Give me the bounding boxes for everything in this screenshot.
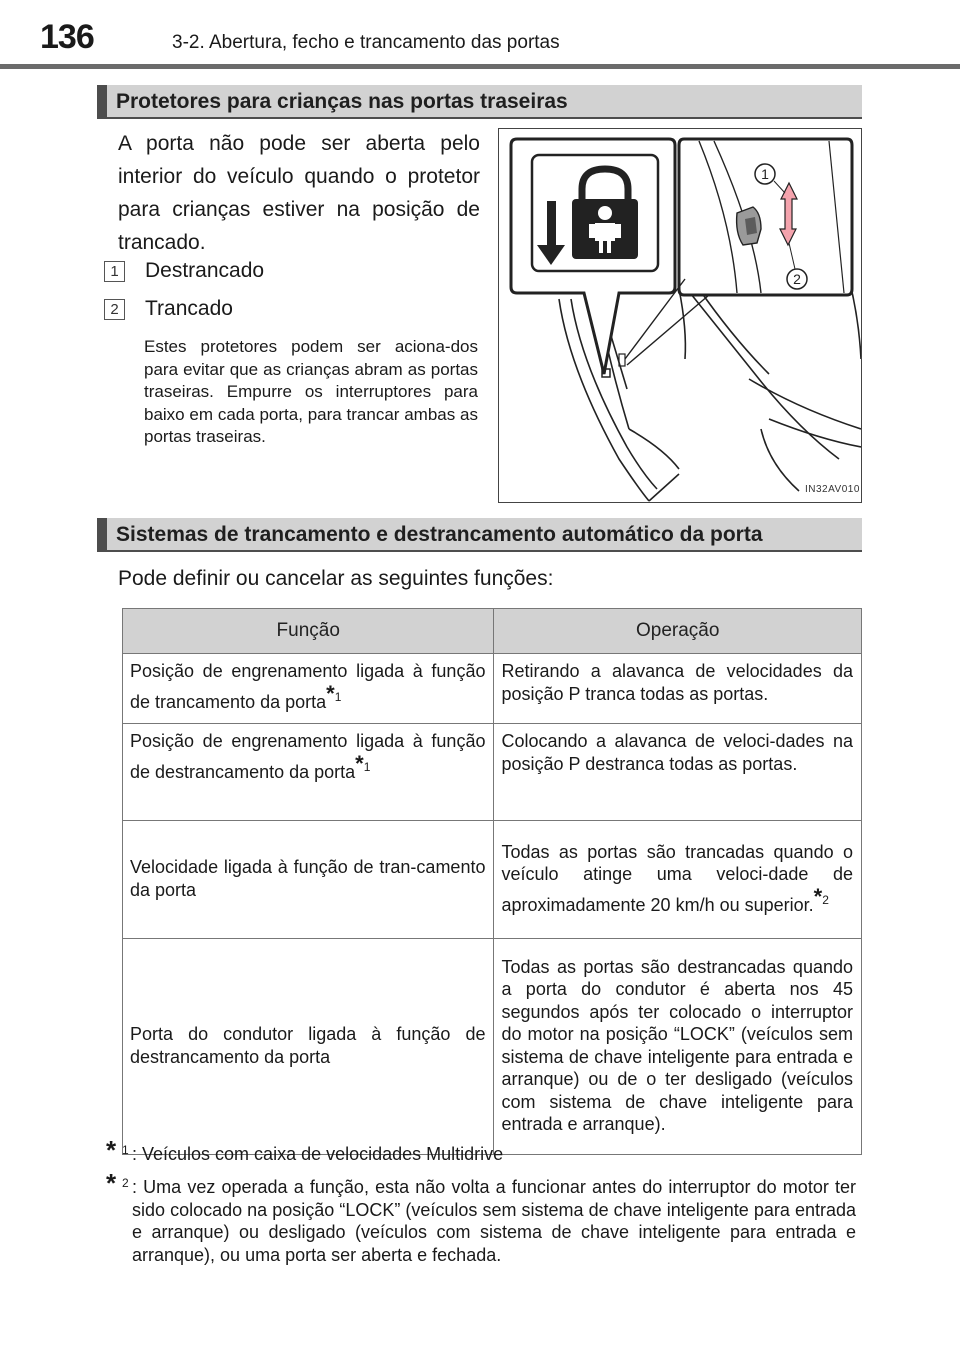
table-row (123, 939, 862, 1155)
number-badge: 1 (104, 261, 125, 282)
note-paragraph: Estes protetores podem ser aciona-dos para evitar que as crianças abram as portas traseiras. Empurre os interruptores para baixo em cada porta, para trancar ambas as portas traseiras. (144, 337, 478, 447)
table-row (123, 654, 862, 724)
footnote-mark: * (106, 1168, 117, 1198)
function-text: Velocidade ligada à função de tran-camento da porta (130, 857, 486, 900)
intro-paragraph: A porta não pode ser aberta pelo interior do veículo quando o protetor para crianças estiver na posição de trancado. (118, 132, 480, 254)
function-cell (123, 724, 494, 821)
table-row (123, 821, 862, 939)
header-function: Função (123, 609, 494, 654)
operation-text: Colocando a alavanca de veloci-dades na posição P destranca todas as portas. (501, 731, 853, 774)
operation-cell (494, 939, 862, 1155)
page-number: 136 (40, 18, 94, 56)
operation-cell (494, 724, 862, 821)
operation-text: Retirando a alavanca de velocidades da posição P tranca todas as portas. (501, 661, 853, 704)
section-title-auto-lock (97, 518, 862, 552)
footnote-number: 2 (122, 1176, 129, 1190)
operation-text: Todas as portas são trancadas quando o veículo atinge uma veloci-dade de aproximadamente 20 km/h ou superior. (501, 841, 853, 915)
door-illustration (499, 129, 861, 502)
footnote-mark: * (355, 750, 364, 776)
functions-table (122, 608, 862, 1155)
figure-code: IN32AV010 (805, 484, 860, 495)
list-item-label: Trancado (145, 297, 233, 320)
function-cell (123, 654, 494, 724)
options-intro: Pode definir ou cancelar as seguintes funções: (118, 567, 554, 590)
function-text: Posição de engrenamento ligada à função de trancamento da porta (130, 661, 486, 712)
footnote-text: : Uma vez operada a função, esta não volta a funcionar antes do interruptor do motor ter sido colocado na posição “LOCK” (veículos sem sistema de chave inteligente para entrada e arranque) ou desligado (veículos com sistema de chave inteligente para entrada e arranque), ou uma porta ser aberta e fechada. (132, 1177, 856, 1265)
header-rule (0, 64, 960, 69)
table-row (123, 724, 862, 821)
section-title-text: Sistemas de trancamento e destrancamento automático da porta (116, 523, 763, 546)
operation-cell (494, 821, 862, 939)
operation-cell (494, 654, 862, 724)
function-text: Porta do condutor ligada à função de destrancamento da porta (130, 1024, 486, 1067)
operation-text: Todas as portas são destrancadas quando a porta do condutor é aberta nos 45 segundos após ter colocado o interruptor do motor na posição “LOCK” (veículos sem sistema de chave inteligente para entrada e arranque) ou de o ter desligado (veículos com sistema de chave inteligente para entrada e arranque). (501, 956, 853, 1134)
footnote-mark: * (106, 1135, 117, 1165)
number-badge: 2 (104, 299, 125, 320)
footnote-number: 1 (334, 689, 342, 704)
chapter-title: 3-2. Abertura, fecho e trancamento das portas (172, 32, 560, 53)
child-lock-illustration (498, 128, 862, 503)
function-text: Posição de engrenamento ligada à função de destrancamento da porta (130, 731, 486, 782)
list-item-label: Destrancado (145, 259, 265, 282)
section-title-child-locks (97, 85, 862, 119)
table-header-row (123, 609, 862, 654)
callout-2-text: 2 (793, 271, 801, 287)
function-cell (123, 939, 494, 1155)
child-lock-callout (511, 139, 675, 374)
footnote-number: 1 (363, 759, 371, 774)
footnote-mark: * (813, 883, 823, 909)
footnote-text: : Veículos com caixa de velocidades Multidrive (132, 1144, 504, 1164)
callout-1-text: 1 (761, 166, 769, 182)
footnote-number: 1 (122, 1143, 129, 1157)
footnote-mark: * (326, 680, 335, 706)
section-title-text: Protetores para crianças nas portas traseiras (116, 90, 568, 113)
header-operation: Operação (494, 609, 862, 654)
function-cell (123, 821, 494, 939)
footnote-number: 2 (822, 892, 829, 907)
